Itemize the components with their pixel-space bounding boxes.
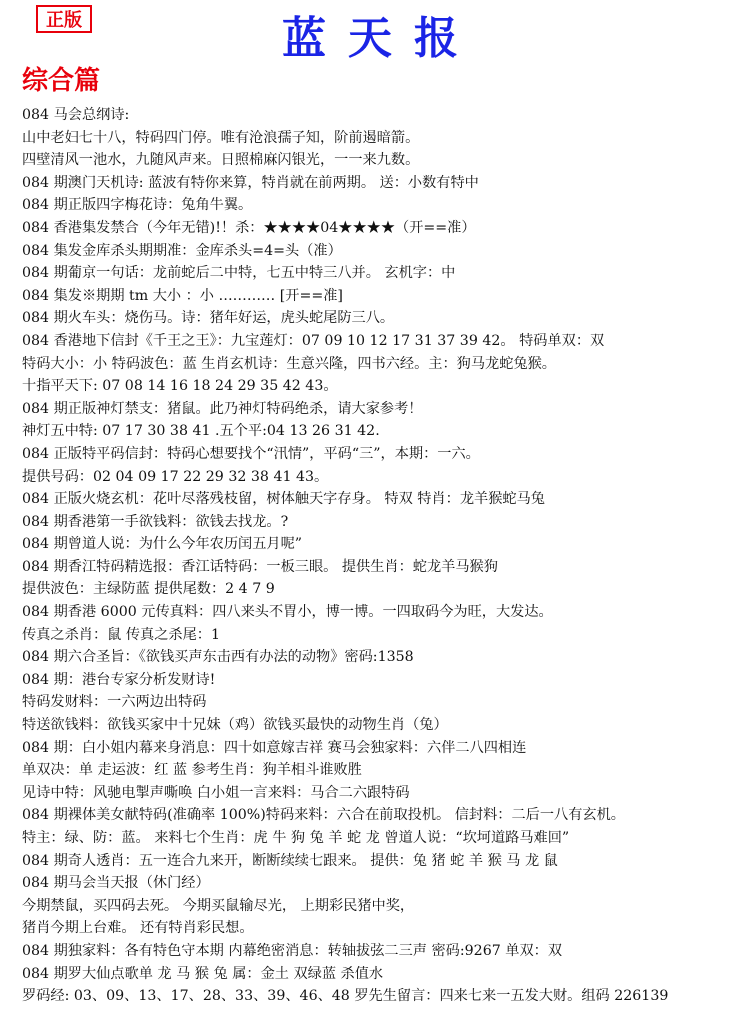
text-line: 084 期罗大仙点歌单 龙 马 猴 兔 属：金土 双绿蓝 杀值水 — [22, 965, 384, 982]
text-line: 传真之杀肖：鼠 传真之杀尾：1 — [22, 626, 220, 643]
text-line: 山中老妇七十八，特码四门停。唯有沧浪孺子知，阶前遏暗箭。 — [22, 129, 420, 146]
text-line: 084 期澳门天机诗: 蓝波有特你来算，特肖就在前两期。 送：小数有特中 — [22, 174, 479, 191]
text-line: 084 期六合圣旨：《欲钱买声东击西有办法的动物》密码:1358 — [22, 649, 414, 666]
text-line: 084 香港地下信封《千王之王》：九宝莲灯：07 09 10 12 17 31 37 39 42。 特码单双：双 — [22, 332, 605, 349]
newspaper-title: 蓝天报 — [282, 13, 480, 64]
text-line: 084 正版火烧玄机：花叶尽落残枝留，树体触天字存身。 特双 特肖：龙羊猴蛇马兔 — [22, 491, 545, 508]
text-line: 特主：绿、防：蓝。 来料七个生肖：虎 牛 狗 兔 羊 蛇 龙 曾道人说：“坎坷道路马难回” — [22, 830, 570, 846]
text-line: 特码发财料：一六两边出特码 — [22, 694, 207, 711]
text-line: 084 期火车头：烧伤马。诗：猪年好运，虎头蛇尾防三八。 — [22, 310, 395, 327]
text-line: 084 期裸体美女献特码(准确率 100%)特码来料：六合在前取投机。 信封料：二后一八有玄机。 — [22, 807, 625, 824]
edition-badge: 正版 — [36, 5, 92, 33]
text-line: 特送欲钱料：欲钱买家中十兄妹（鸡）欲钱买最快的动物生肖（兔） — [22, 717, 448, 734]
text-line: 084 期香港第一手欲钱料：欲钱去找龙。? — [22, 513, 289, 530]
text-line: 084 集发※期期 tm 大小 ：小 ………… [开==准] — [22, 287, 343, 304]
text-line: 见诗中特：风驰电掣声嘶唤 白小姐一言来料：马合二六跟特码 — [22, 784, 410, 801]
text-line: 提供波色：主绿防蓝 提供尾数：2 4 7 9 — [22, 581, 275, 598]
text-line: 罗码经: 03、09、13、17、28、33、39、46、48 罗先生留言：四来七来一五发大财。组码 226139 — [22, 988, 669, 1005]
text-line: 猪肖今期上台难。 还有特肖彩民想。 — [22, 920, 254, 937]
text-line: 084 期曾道人说：为什么今年农历闰五月呢” — [22, 536, 303, 553]
text-line: 单双决：单 走运波：红 蓝 参考生肖：狗羊相斗谁败胜 — [22, 762, 362, 779]
section-heading: 综合篇 — [22, 66, 101, 96]
text-line: 084 期正版四字梅花诗：兔角牛翼。 — [22, 197, 253, 214]
text-line: 084 期奇人透肖：五一连合九来开，断断续续七跟来。 提供：兔 猪 蛇 羊 猴 马 龙 鼠 — [22, 852, 558, 869]
text-line: 神灯五中特: 07 17 30 38 41 .五个平:04 13 26 31 42. — [22, 423, 380, 440]
text-line: 特码大小：小 特码波色：蓝 生肖玄机诗：生意兴隆，四书六经。主：狗马龙蛇兔猴。 — [22, 355, 556, 372]
text-line: 四壁清风一池水，九随风声来。日照棉麻闪银光，一一来九数。 — [22, 152, 420, 169]
text-line: 提供号码：02 04 09 17 22 29 32 38 41 43。 — [22, 468, 329, 485]
text-line: 084 期：白小姐内幕来身消息：四十如意嫁吉祥 赛马会独家料：六伴二八四相连 — [22, 739, 527, 756]
text-line: 084 马会总纲诗: — [22, 107, 130, 123]
text-line: 084 期香港 6000 元传真料：四八来头不胃小，博一博。一四取码今为旺，大发达。 — [22, 604, 553, 621]
text-line: 084 香港集发禁合（今年无错)!！杀：★★★★04★★★★（开==准） — [22, 219, 476, 236]
text-line: 084 期独家料：各有特色守本期 内幕绝密消息：转轴拔弦二三声 密码:9267 单双：双 — [22, 942, 563, 959]
text-line: 084 期葡京一句话：龙前蛇后二中特，七五中特三八并。 玄机字：中 — [22, 265, 456, 282]
text-line: 084 期正版神灯禁支：猪鼠。此乃神灯特码绝杀，请大家参考！ — [22, 400, 423, 417]
text-line: 084 期香江特码精选报：香江话特码：一板三眼。 提供生肖：蛇龙羊马猴狗 — [22, 558, 498, 575]
text-line: 084 集发金库杀头期期准：金库杀头=4=头（准） — [22, 242, 342, 259]
text-line: 084 正版特平码信封：特码心想要找个“汛情”，平码“三”，本期：一六。 — [22, 445, 480, 462]
text-lines — [22, 104, 734, 1008]
text-line: 084 期马会当天报（休门经） — [22, 875, 210, 892]
text-line: 084 期：港台专家分析发财诗! — [22, 671, 216, 688]
text-line: 今期禁鼠，买四码去死。 今期买鼠输尽光， 上期彩民猪中奖， — [22, 897, 415, 914]
text-line: 十指平天下: 07 08 14 16 18 24 29 35 42 43。 — [22, 378, 338, 395]
